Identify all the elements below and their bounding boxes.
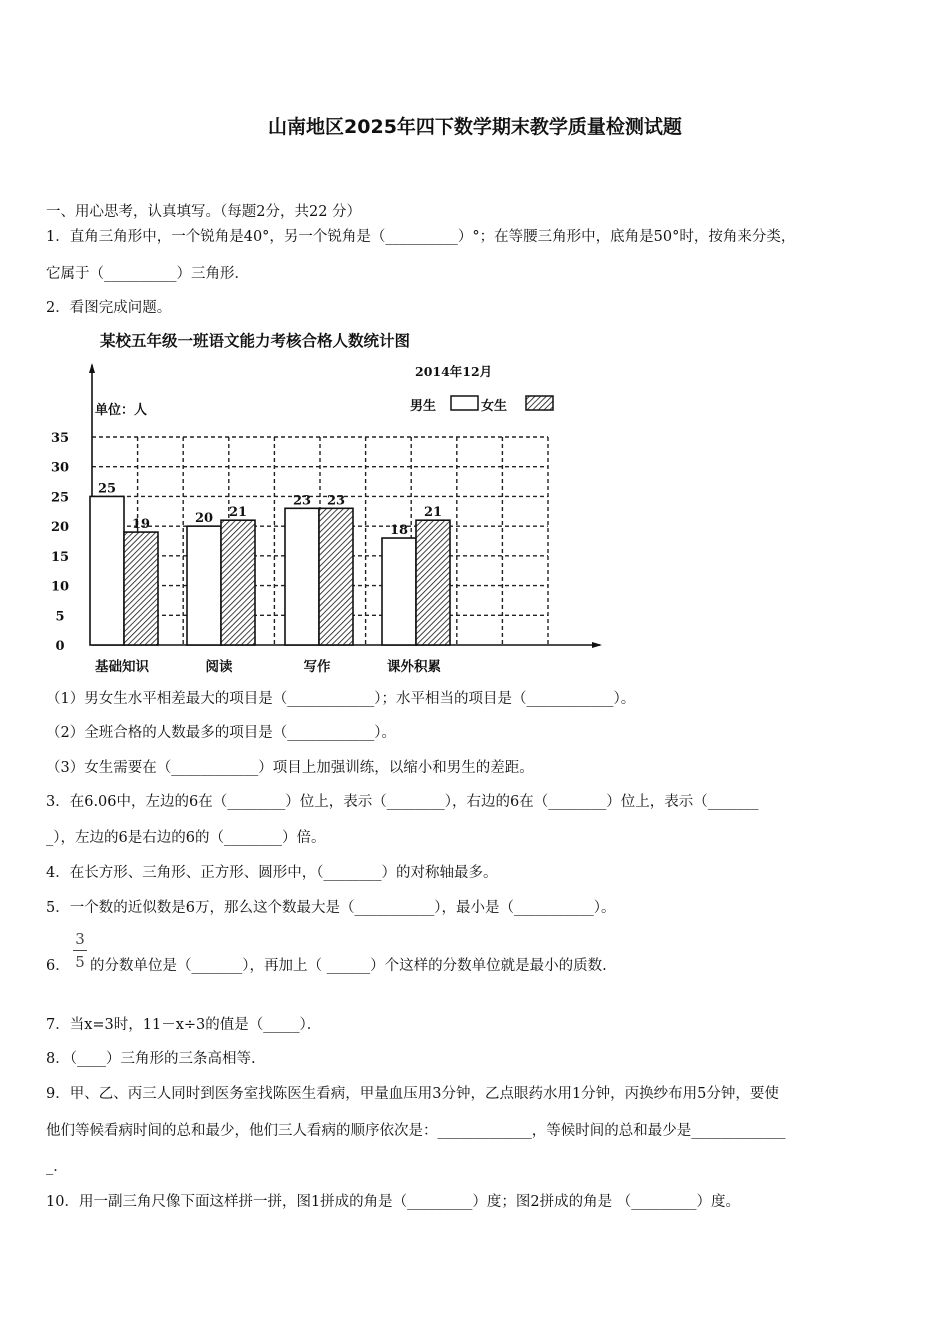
question-8: 8．（____）三角形的三条高相等. <box>46 1051 256 1067</box>
question-7: 7．当x=3时，11－x÷3的值是（_____）． <box>46 1017 322 1033</box>
y-axis-arrow-icon <box>89 363 95 373</box>
x-axis-labels <box>95 658 441 675</box>
question-1-line-1: 1．直角三角形中，一个锐角是40°，另一个锐角是（__________）°；在等腰三角形中，底角是50°时，按角来分类， <box>46 229 796 245</box>
bar-male-1 <box>187 526 221 645</box>
bar-male-3 <box>382 538 416 645</box>
chart-title: 某校五年级一班语文能力考核合格人数统计图 <box>100 331 411 350</box>
bar-label-male-2: 23 <box>292 493 312 509</box>
y-tick-label: 30 <box>50 460 70 476</box>
page-title: 山南地区2025年四下数学期末教学质量检测试题 <box>268 116 682 138</box>
legend-male-label: 男生 <box>410 399 437 414</box>
y-tick-label: 0 <box>55 639 65 654</box>
bar-label-female-1: 21 <box>228 505 248 521</box>
y-axis-labels <box>51 431 69 654</box>
bar-female-3 <box>416 520 450 645</box>
bar-chart <box>40 325 620 685</box>
y-tick-label: 15 <box>50 549 70 565</box>
legend-female-label: 女生 <box>481 399 508 414</box>
x-axis-arrow-icon <box>592 642 602 648</box>
bar-label-male-0: 25 <box>97 481 117 497</box>
legend-male-swatch <box>451 396 478 410</box>
chart-subtitle: 2014年12月 <box>415 364 493 379</box>
question-9-line-3: _． <box>46 1159 68 1175</box>
question-3-line-2: _），左边的6是右边的6的（________）倍。 <box>46 830 326 846</box>
bar-male-0 <box>90 496 124 645</box>
legend-female-swatch <box>526 396 553 410</box>
x-tick-label-2: 写作 <box>303 659 331 675</box>
question-2-part-1: （1）男女生水平相差最大的项目是（____________）；水平相当的项目是（____________）。 <box>46 691 636 707</box>
question-1-line-2: 它属于（__________）三角形． <box>46 266 249 282</box>
y-tick-label: 20 <box>50 520 70 536</box>
bar-label-female-3: 21 <box>423 505 443 521</box>
y-tick-label: 25 <box>50 490 70 506</box>
y-tick-label: 5 <box>55 609 65 625</box>
bar-label-male-1: 20 <box>194 511 214 527</box>
bar-label-female-2: 23 <box>326 493 346 509</box>
question-9-line-1: 9．甲、乙、丙三人同时到医务室找陈医生看病，甲量血压用3分钟，乙点眼药水用1分钟，丙换纱布用5分钟，要使 <box>46 1086 779 1102</box>
question-2-part-3: （3）女生需要在（____________）项目上加强训练，以缩小和男生的差距。 <box>46 760 534 776</box>
question-2-part-2: （2）全班合格的人数最多的项目是（____________）。 <box>46 725 396 741</box>
bar-label-female-0: 19 <box>131 517 151 533</box>
fraction-numerator: 3 <box>75 930 85 948</box>
section-heading: 一、用心思考，认真填写。（每题2分，共22 分） <box>46 204 362 220</box>
question-5: 5．一个数的近似数是6万，那么这个数最大是（___________），最小是（___________）。 <box>46 900 616 916</box>
question-10: 10．用一副三角尺像下面这样拼一拼，图1拼成的角是（_________）度；图2拼成的角是 （_________）度。 <box>46 1194 741 1210</box>
question-9-line-2: 他们等候看病时间的总和最少，他们三人看病的顺序依次是：_____________，等候时间的总和最少是_____________ <box>46 1123 786 1139</box>
question-3-line-1: 3．在6.06中，左边的6在（________）位上，表示（________），右边的6在（________）位上，表示（_______ <box>46 794 759 810</box>
question-6: 的分数单位是（_______），再加上（ ______）个这样的分数单位就是最小的质数. <box>90 958 607 974</box>
bar-male-2 <box>285 508 319 645</box>
bar-female-0 <box>124 532 158 645</box>
x-tick-label-3: 课外积累 <box>387 659 441 675</box>
bar-label-male-3: 18 <box>389 523 409 539</box>
bars <box>90 481 450 645</box>
bar-female-2 <box>319 508 353 645</box>
fraction-denominator: 5 <box>75 953 85 971</box>
chart-unit-label: 单位：人 <box>95 403 148 418</box>
question-6-number: 6． <box>46 958 70 974</box>
y-tick-label: 35 <box>50 431 70 446</box>
x-tick-label-1: 阅读 <box>205 659 233 675</box>
bar-female-1 <box>221 520 255 645</box>
fraction <box>73 930 87 971</box>
x-tick-label-0: 基础知识 <box>95 659 149 675</box>
question-2: 2．看图完成问题。 <box>46 300 172 316</box>
question-4: 4．在长方形、三角形、正方形、圆形中，（________）的对称轴最多。 <box>46 865 498 881</box>
y-tick-label: 10 <box>50 579 70 595</box>
